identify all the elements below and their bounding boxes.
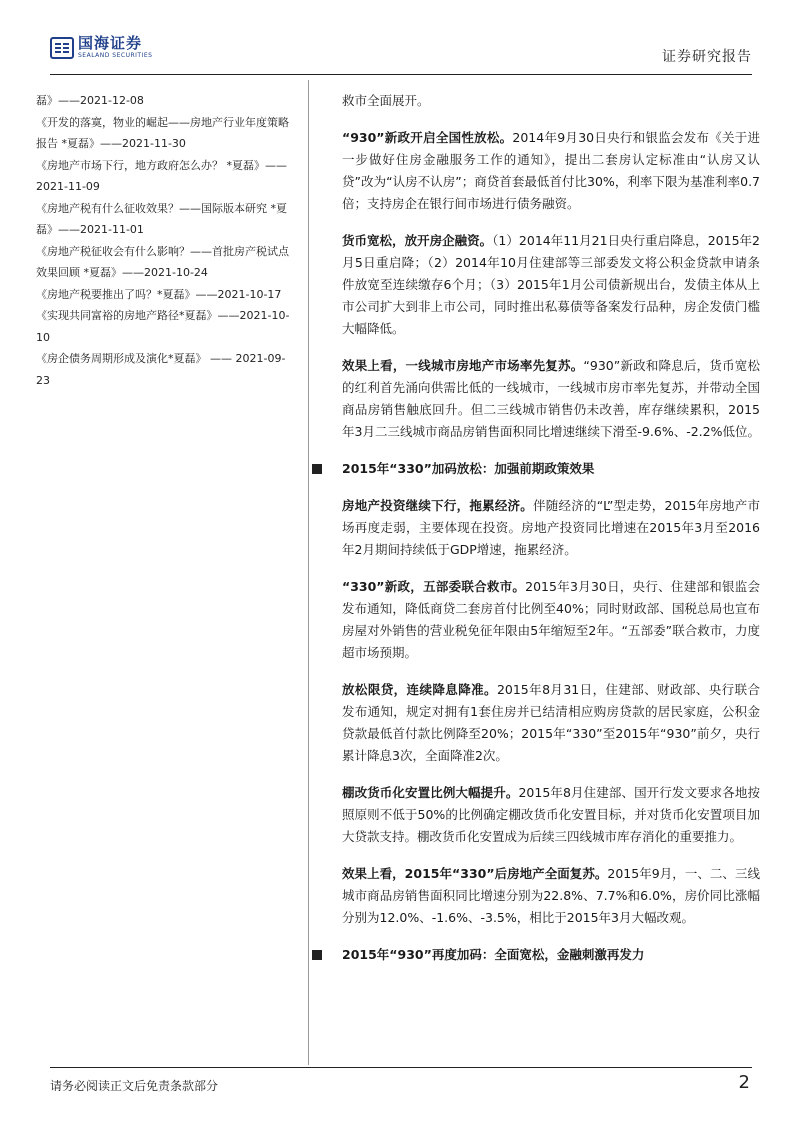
related-report-item[interactable]: 《房企债务周期形成及演化*夏磊》 —— 2021-09-23 <box>36 352 286 387</box>
paragraph <box>342 679 760 767</box>
square-bullet-icon <box>312 464 322 474</box>
paragraph-text: （1）2014年11月21日央行重启降息，2015年2月5日重启降；（2）2014年10月住建部等三部委发文将公积金贷款申请条件放宽至连续缴存6个月；（3）2015年1月公司债新规出台，发债主体从上市公司扩大到非上市公司，同时推出私募债等备案发行品种，房企发债门槛大幅降低。 <box>342 233 760 336</box>
footer-disclaimer: 请务必阅读正文后免责条款部分 <box>50 1079 219 1093</box>
paragraph <box>342 127 760 215</box>
section-heading-text: 2015年“330”加码放松：加强前期政策效果 <box>342 461 595 476</box>
related-report-item[interactable]: 《房地产税要推出了吗？*夏磊》——2021-10-17 <box>36 287 282 301</box>
paragraph-lead: 房地产投资继续下行，拖累经济。 <box>342 498 534 513</box>
paragraph-lead: “930”新政开启全国性放松。 <box>342 130 513 145</box>
paragraph-lead: 效果上看，2015年“330”后房地产全面复苏。 <box>342 866 608 881</box>
paragraph-text: 伴随经济的“L”型走势，2015年房地产市场再度走弱，主要体现在投资。房地产投资同比增速在2015年3月至2016年2月期间持续低于GDP增速，拖累经济。 <box>342 498 760 557</box>
paragraph <box>342 230 760 340</box>
paragraph-text: 2015年3月30日，央行、住建部和银监会发布通知，降低商贷二套房首付比例至40%；同时财政部、国税总局也宣布房屋对外销售的营业税免征年限由5年缩短至2年。“五部委”联合救市，力度超市场预期。 <box>342 579 760 660</box>
header-divider <box>50 74 752 75</box>
paragraph-lead: 放松限贷，连续降息降准。 <box>342 682 497 697</box>
paragraph-lead: 效果上看，一线城市房地产市场率先复苏。 <box>342 358 584 373</box>
section-heading <box>312 458 760 480</box>
paragraph <box>342 355 760 443</box>
page-number: 2 <box>738 1072 750 1093</box>
paragraph-lead: 货币宽松，放开房企融资。 <box>342 233 493 248</box>
section-heading-text: 2015年“930”再度加码：全面宽松，金融刺激再发力 <box>342 947 645 962</box>
paragraph-text: 2015年9月，一、二、三线城市商品房销售面积同比增速分别为22.8%、7.7%和6.0%，房价同比涨幅分别为12.0%、-1.6%、-3.5%，相比于2015年3月大幅改观。 <box>342 866 760 925</box>
footer-divider <box>50 1067 752 1068</box>
related-report-item[interactable]: 磊》——2021-12-08 <box>36 94 144 107</box>
paragraph-lead: 棚改货币化安置比例大幅提升。 <box>342 785 519 800</box>
paragraph <box>342 782 760 848</box>
paragraph <box>342 576 760 664</box>
logo-chinese-name: 国海证券 <box>78 34 143 52</box>
section-heading <box>312 944 760 966</box>
paragraph-text: 2015年8月住建部、国开行发文要求各地按照原则不低于50%的比例确定棚改货币化安置目标，并对货币化安置项目加大贷款支持。棚改货币化安置成为后续三四线城市库存消化的重要推力。 <box>342 785 760 844</box>
related-report-item[interactable]: 《实现共同富裕的房地产路径*夏磊》——2021-10-10 <box>36 309 290 344</box>
paragraph <box>342 90 760 112</box>
report-type-label: 证券研究报告 <box>662 49 752 65</box>
related-report-item[interactable]: 《开发的落寞，物业的崛起——房地产行业年度策略报告 *夏磊》——2021-11-30 <box>36 115 289 150</box>
related-report-item[interactable]: 《房地产税征收会有什么影响？——首批房产税试点效果回顾 *夏磊》——2021-10-24 <box>36 244 289 279</box>
paragraph-text: 2015年8月31日，住建部、财政部、央行联合发布通知，规定对拥有1套住房并已结清相应购房贷款的居民家庭，公积金贷款最低首付款比例降至20%；2015年“330”至2015年“930”前夕，央行累计降息3次，全面降准2次。 <box>342 682 760 763</box>
related-report-item[interactable]: 《房地产市场下行，地方政府怎么办？ *夏磊》——2021-11-09 <box>36 158 287 193</box>
paragraph-lead: “330”新政，五部委联合救市。 <box>342 579 526 594</box>
column-divider <box>308 80 309 1065</box>
paragraph-text: 救市全面展开。 <box>342 93 430 108</box>
paragraph <box>342 863 760 929</box>
related-reports-sidebar <box>36 90 293 391</box>
paragraph-text: “930”新政和降息后，货币宽松的红利首先涌向供需比低的一线城市，一线城市房市率先复苏，并带动全国商品房销售触底回升。但二三线城市销售仍未改善，库存继续累积，2015年3月二三线城市商品房销售面积同比增速继续下滑至-9.6%、-2.2%低位。 <box>342 358 760 439</box>
page-header <box>0 0 802 80</box>
main-body <box>342 90 760 981</box>
paragraph-text: 2014年9月30日央行和银监会发布《关于进一步做好住房金融服务工作的通知》，提出二套房认定标准由“认房又认贷”改为“认房不认房”；商贷首套最低首付比30%，利率下限为基准利率0.7倍；支持房企在银行间市场进行债务融资。 <box>342 130 760 211</box>
company-logo <box>50 36 152 59</box>
paragraph <box>342 495 760 561</box>
logo-english-name: SEALAND SECURITIES <box>78 52 153 59</box>
related-report-item[interactable]: 《房地产税有什么征收效果？——国际版本研究 *夏磊》——2021-11-01 <box>36 201 287 236</box>
sealand-logo-icon <box>50 37 74 59</box>
square-bullet-icon <box>312 950 322 960</box>
